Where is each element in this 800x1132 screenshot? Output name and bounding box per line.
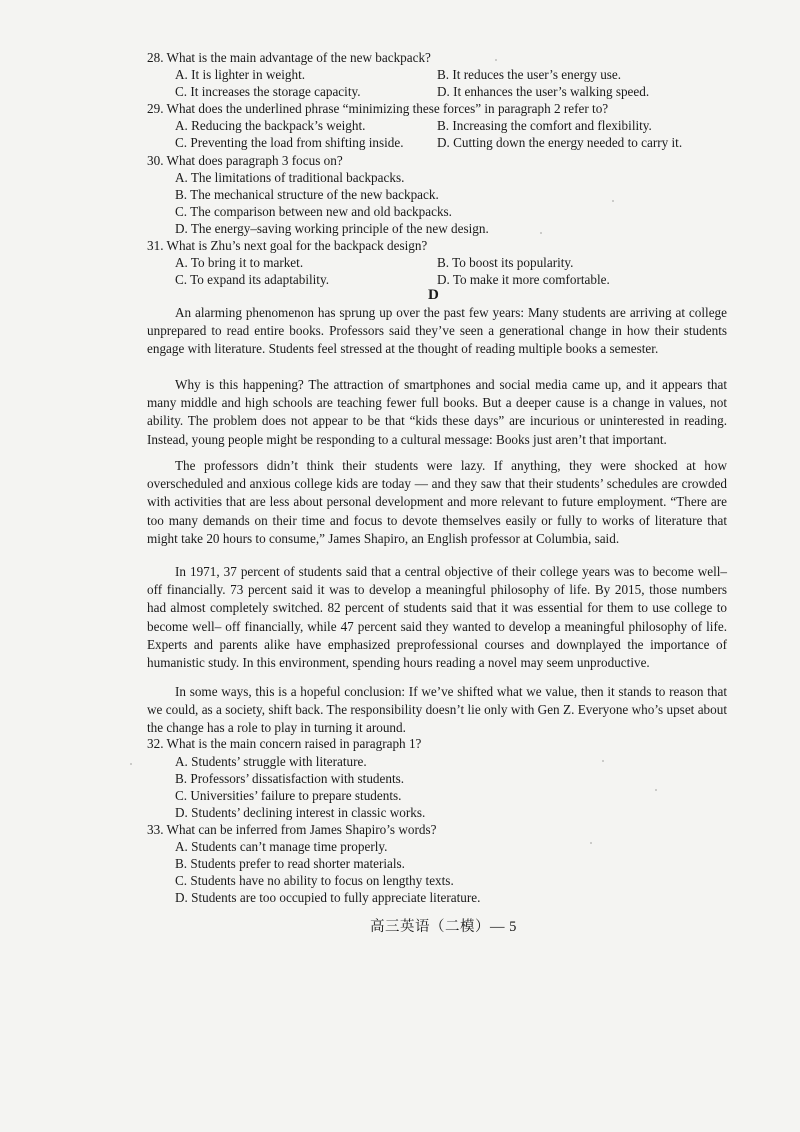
question-31-option-c: C. To expand its adaptability. bbox=[175, 272, 330, 287]
scan-speck bbox=[590, 842, 592, 844]
question-33-option-a: A. Students can’t manage time properly. bbox=[175, 839, 388, 854]
question-28-option-b: B. It reduces the user’s energy use. bbox=[437, 67, 622, 82]
question-33-stem: 33. What can be inferred from James Shapiro’s words? bbox=[147, 822, 437, 837]
scan-speck bbox=[655, 789, 657, 791]
question-32-option-c: C. Universities’ failure to prepare students. bbox=[175, 788, 402, 803]
scan-speck bbox=[130, 763, 132, 765]
question-28-option-c: C. It increases the storage capacity. bbox=[175, 84, 361, 99]
question-28-stem: 28. What is the main advantage of the new backpack? bbox=[147, 50, 431, 65]
question-29-option-c: C. Preventing the load from shifting inside. bbox=[175, 135, 404, 150]
question-33-option-b: B. Students prefer to read shorter materials. bbox=[175, 856, 405, 871]
question-32-stem: 32. What is the main concern raised in paragraph 1? bbox=[147, 736, 422, 751]
question-28-option-d: D. It enhances the user’s walking speed. bbox=[437, 84, 650, 99]
question-29-option-d: D. Cutting down the energy needed to carry it. bbox=[437, 135, 683, 150]
question-29-stem: 29. What does the underlined phrase “minimizing these forces” in paragraph 2 refer to? bbox=[147, 101, 609, 116]
question-31-option-d: D. To make it more comfortable. bbox=[437, 272, 610, 287]
question-31-option-b: B. To boost its popularity. bbox=[437, 255, 574, 270]
page-footer: 高三英语（二模）— 5 bbox=[370, 919, 517, 935]
scan-speck bbox=[602, 760, 604, 762]
question-32-option-d: D. Students’ declining interest in classic works. bbox=[175, 805, 426, 820]
question-30-option-b: B. The mechanical structure of the new backpack. bbox=[175, 187, 439, 202]
question-31-stem: 31. What is Zhu’s next goal for the backpack design? bbox=[147, 238, 428, 253]
passage-paragraph-3: The professors didn’t think their students were lazy. If anything, they were shocked at how overscheduled and anxious college kids are today — and they saw that their students’ schedules are crowded with activities that are less about personal development and more relevant to future employment. “There are too many demands on their time and focus to devote themselves easily or fully to works of literature that might take 20 hours to consume,” James Shapiro, an English professor at Columbia, said. bbox=[147, 458, 727, 546]
question-29-option-a: A. Reducing the backpack’s weight. bbox=[175, 118, 366, 133]
question-30-option-a: A. The limitations of traditional backpacks. bbox=[175, 170, 405, 185]
question-32-option-a: A. Students’ struggle with literature. bbox=[175, 754, 367, 769]
question-31-option-a: A. To bring it to market. bbox=[175, 255, 304, 270]
question-32-option-b: B. Professors’ dissatisfaction with students. bbox=[175, 771, 405, 786]
section-heading: D bbox=[428, 287, 439, 303]
question-30-option-c: C. The comparison between new and old backpacks. bbox=[175, 204, 452, 219]
question-30-stem: 30. What does paragraph 3 focus on? bbox=[147, 153, 343, 168]
question-33-option-c: C. Students have no ability to focus on lengthy texts. bbox=[175, 873, 454, 888]
passage-paragraph-5: In some ways, this is a hopeful conclusion: If we’ve shifted what we value, then it stands to reason that we could, as a society, shift back. The responsibility doesn’t lie only with Gen Z. Everyone who’s upset about the change has a role to play in turning it around. bbox=[147, 684, 727, 736]
passage-paragraph-1: An alarming phenomenon has sprung up over the past few years: Many students are arriving at college unprepared to read entire books. Professors said they’ve seen a generational change in how their students engage with literature. Students feel stressed at the thought of reading multiple books a semester. bbox=[147, 305, 727, 357]
question-28-option-a: A. It is lighter in weight. bbox=[175, 67, 306, 82]
question-29-option-b: B. Increasing the comfort and flexibility. bbox=[437, 118, 652, 133]
passage-paragraph-2: Why is this happening? The attraction of smartphones and social media came up, and it appears that many middle and high schools are teaching fewer full books. But a deeper cause is a change in values, not ability. The problem does not appear to be that “kids these days” are incurious or uninterested in reading. Instead, young people might be responding to a cultural message: Books just aren’t that important. bbox=[147, 377, 727, 447]
passage-paragraph-4: In 1971, 37 percent of students said that a central objective of their college years was to become well–off financially. 73 percent said it was to develop a meaningful philosophy of life. By 2015, those numbers had almost completely switched. 82 percent of students said that it was essential for them to use college to become well– off financially, while 47 percent said they wanted to develop a meaningful philosophy of life. Experts and parents alike have emphasized preprofessional courses and downplayed the importance of humanistic study. In this environment, spending hours reading a novel may seem unproductive. bbox=[147, 564, 727, 671]
question-30-option-d: D. The energy–saving working principle of the new design. bbox=[175, 221, 489, 236]
scan-speck bbox=[495, 59, 497, 61]
scan-speck bbox=[540, 232, 542, 234]
scan-speck bbox=[612, 200, 614, 202]
question-33-option-d: D. Students are too occupied to fully appreciate literature. bbox=[175, 890, 481, 905]
